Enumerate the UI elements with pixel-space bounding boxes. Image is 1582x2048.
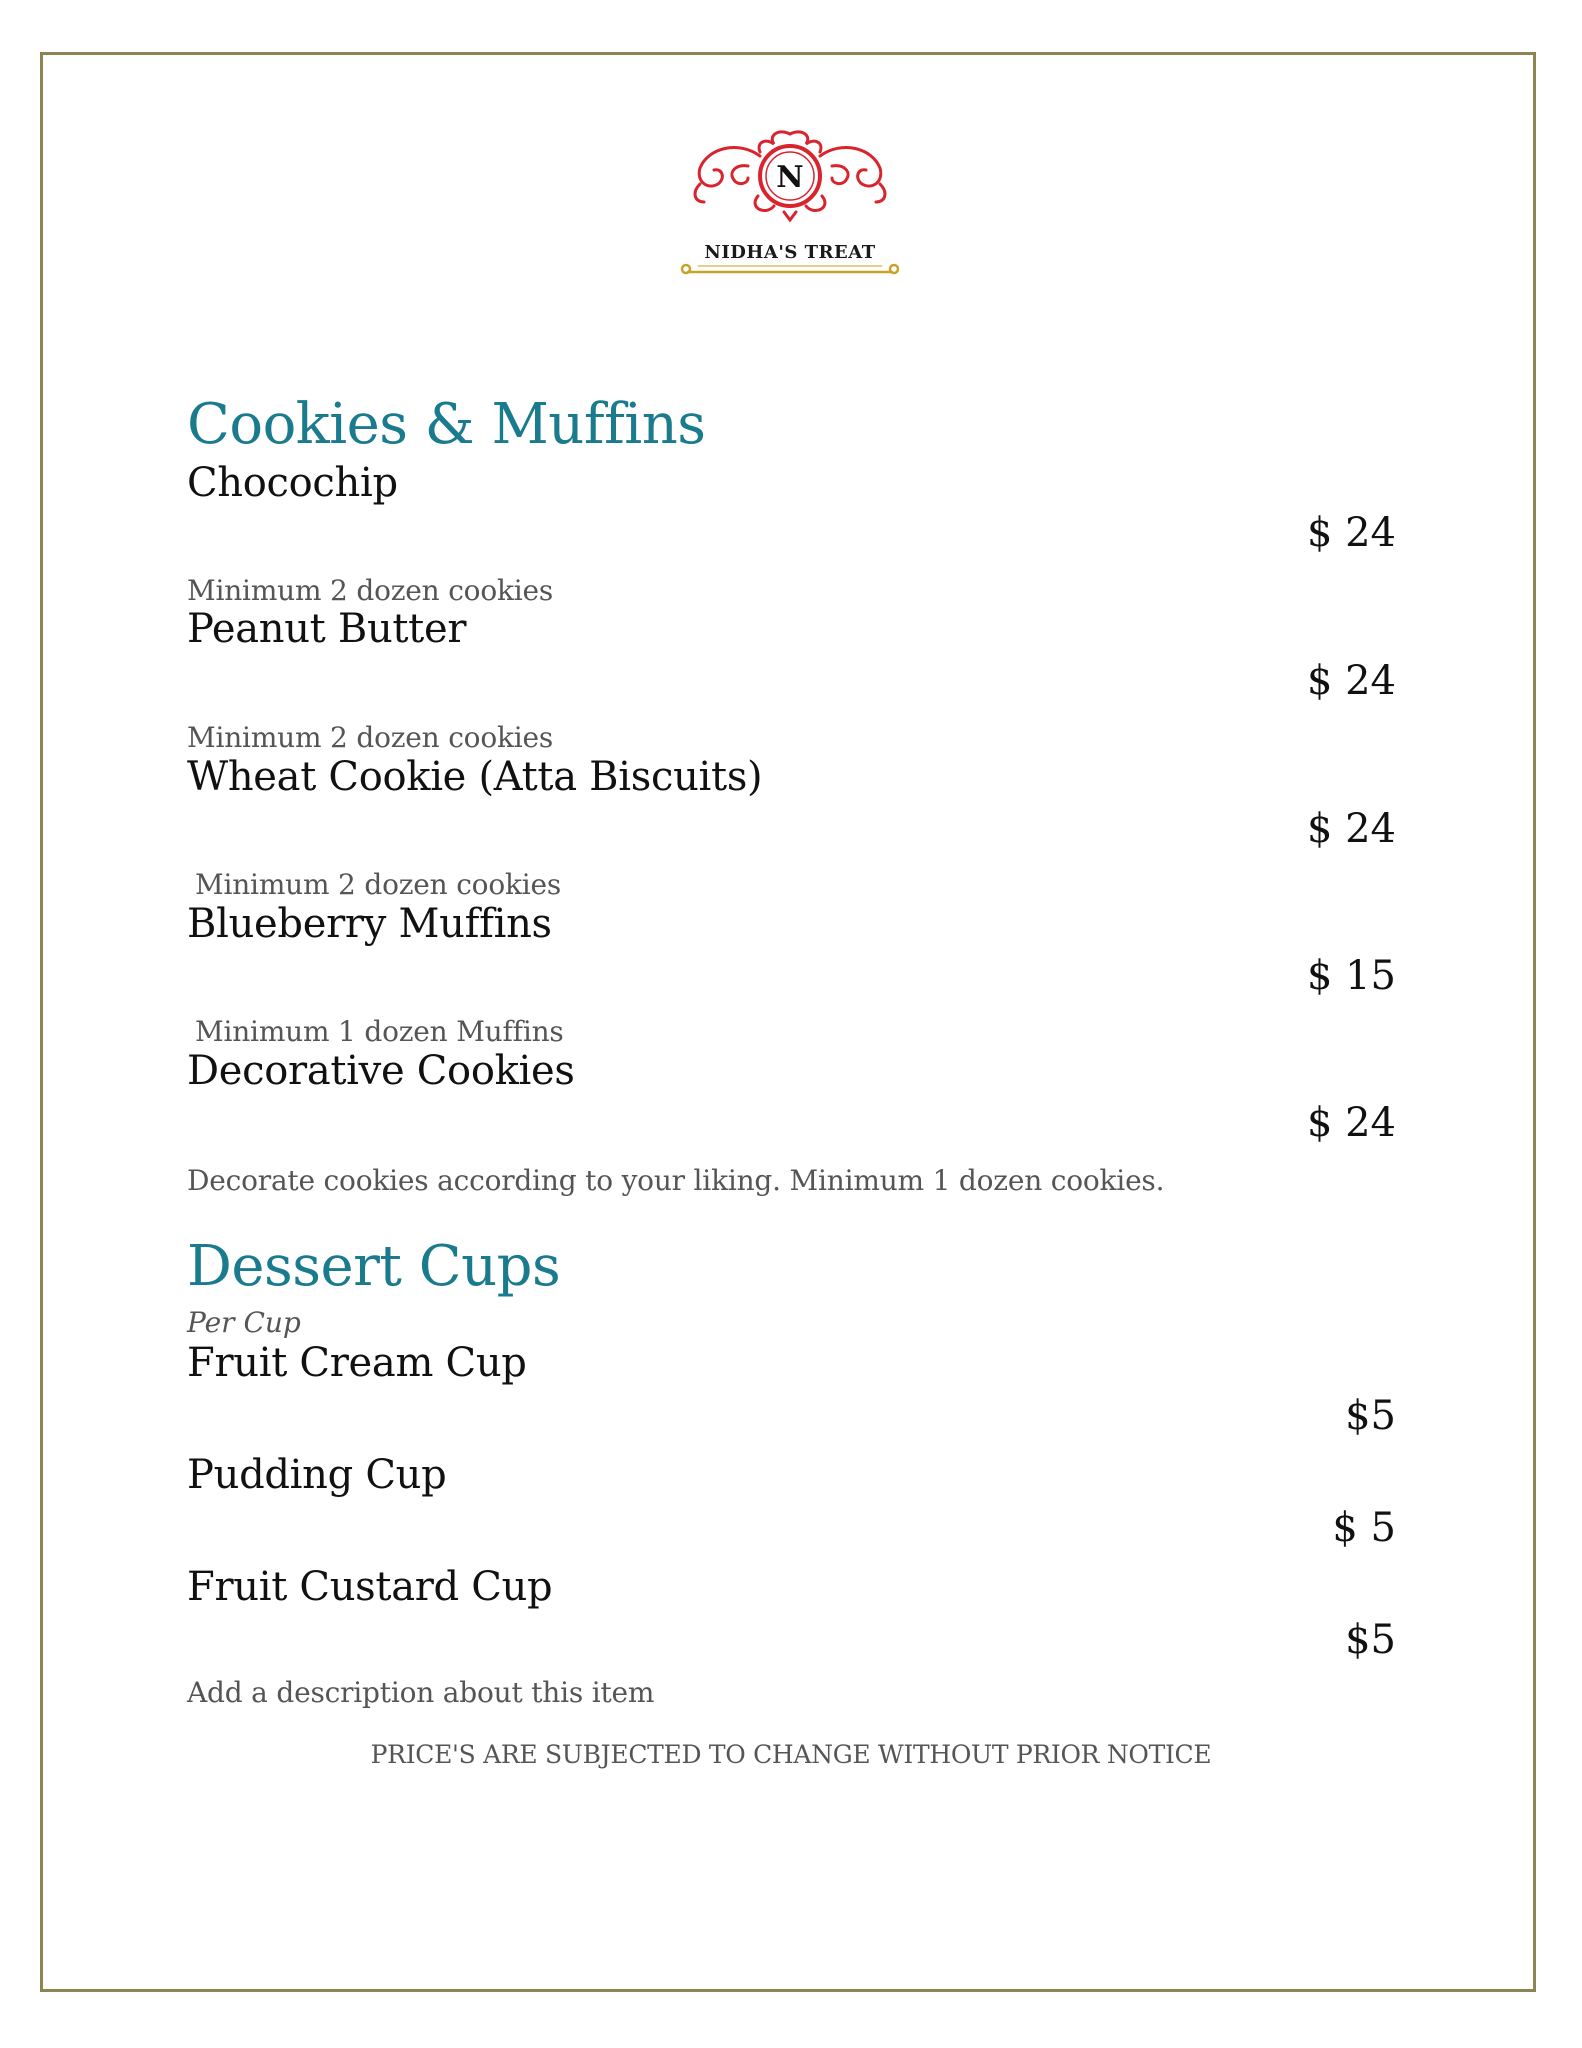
item-desc-fruit-custard-cup: Add a description about this item [187, 1676, 655, 1709]
section-title-cookies: Cookies & Muffins [187, 392, 706, 457]
item-name-wheat-cookie: Wheat Cookie (Atta Biscuits) [187, 754, 763, 800]
brand-logo [678, 126, 902, 286]
item-name-chocochip: Chocochip [187, 460, 398, 506]
item-price-chocochip: $ 24 [1306, 510, 1396, 556]
item-name-pudding-cup: Pudding Cup [187, 1452, 447, 1498]
item-desc-chocochip: Minimum 2 dozen cookies [187, 574, 554, 607]
item-name-fruit-custard-cup: Fruit Custard Cup [187, 1564, 553, 1610]
brand-name: NIDHA'S TREAT [704, 242, 876, 263]
item-price-fruit-custard-cup: $5 [1345, 1617, 1396, 1663]
item-price-fruit-cream-cup: $5 [1345, 1393, 1396, 1439]
section-subtitle-per-cup: Per Cup [187, 1306, 301, 1339]
item-price-blueberry-muffins: $ 15 [1306, 953, 1396, 999]
item-name-peanut-butter: Peanut Butter [187, 606, 467, 652]
item-desc-blueberry-muffins: Minimum 1 dozen Muffins [195, 1015, 564, 1048]
item-desc-wheat-cookie: Minimum 2 dozen cookies [195, 868, 562, 901]
price-change-notice: PRICE'S ARE SUBJECTED TO CHANGE WITHOUT PRIOR NOTICE [370, 1740, 1212, 1769]
section-title-dessert-cups: Dessert Cups [187, 1234, 561, 1299]
item-name-decorative-cookies: Decorative Cookies [187, 1048, 575, 1094]
svg-text:N: N [776, 160, 804, 195]
item-name-blueberry-muffins: Blueberry Muffins [187, 901, 552, 947]
item-price-decorative-cookies: $ 24 [1306, 1100, 1396, 1146]
item-name-fruit-cream-cup: Fruit Cream Cup [187, 1340, 527, 1386]
item-price-peanut-butter: $ 24 [1306, 658, 1396, 704]
item-price-wheat-cookie: $ 24 [1306, 806, 1396, 852]
item-price-pudding-cup: $ 5 [1332, 1505, 1396, 1551]
item-desc-peanut-butter: Minimum 2 dozen cookies [187, 721, 554, 754]
item-desc-decorative-cookies: Decorate cookies according to your liking. Minimum 1 dozen cookies. [187, 1164, 1165, 1197]
